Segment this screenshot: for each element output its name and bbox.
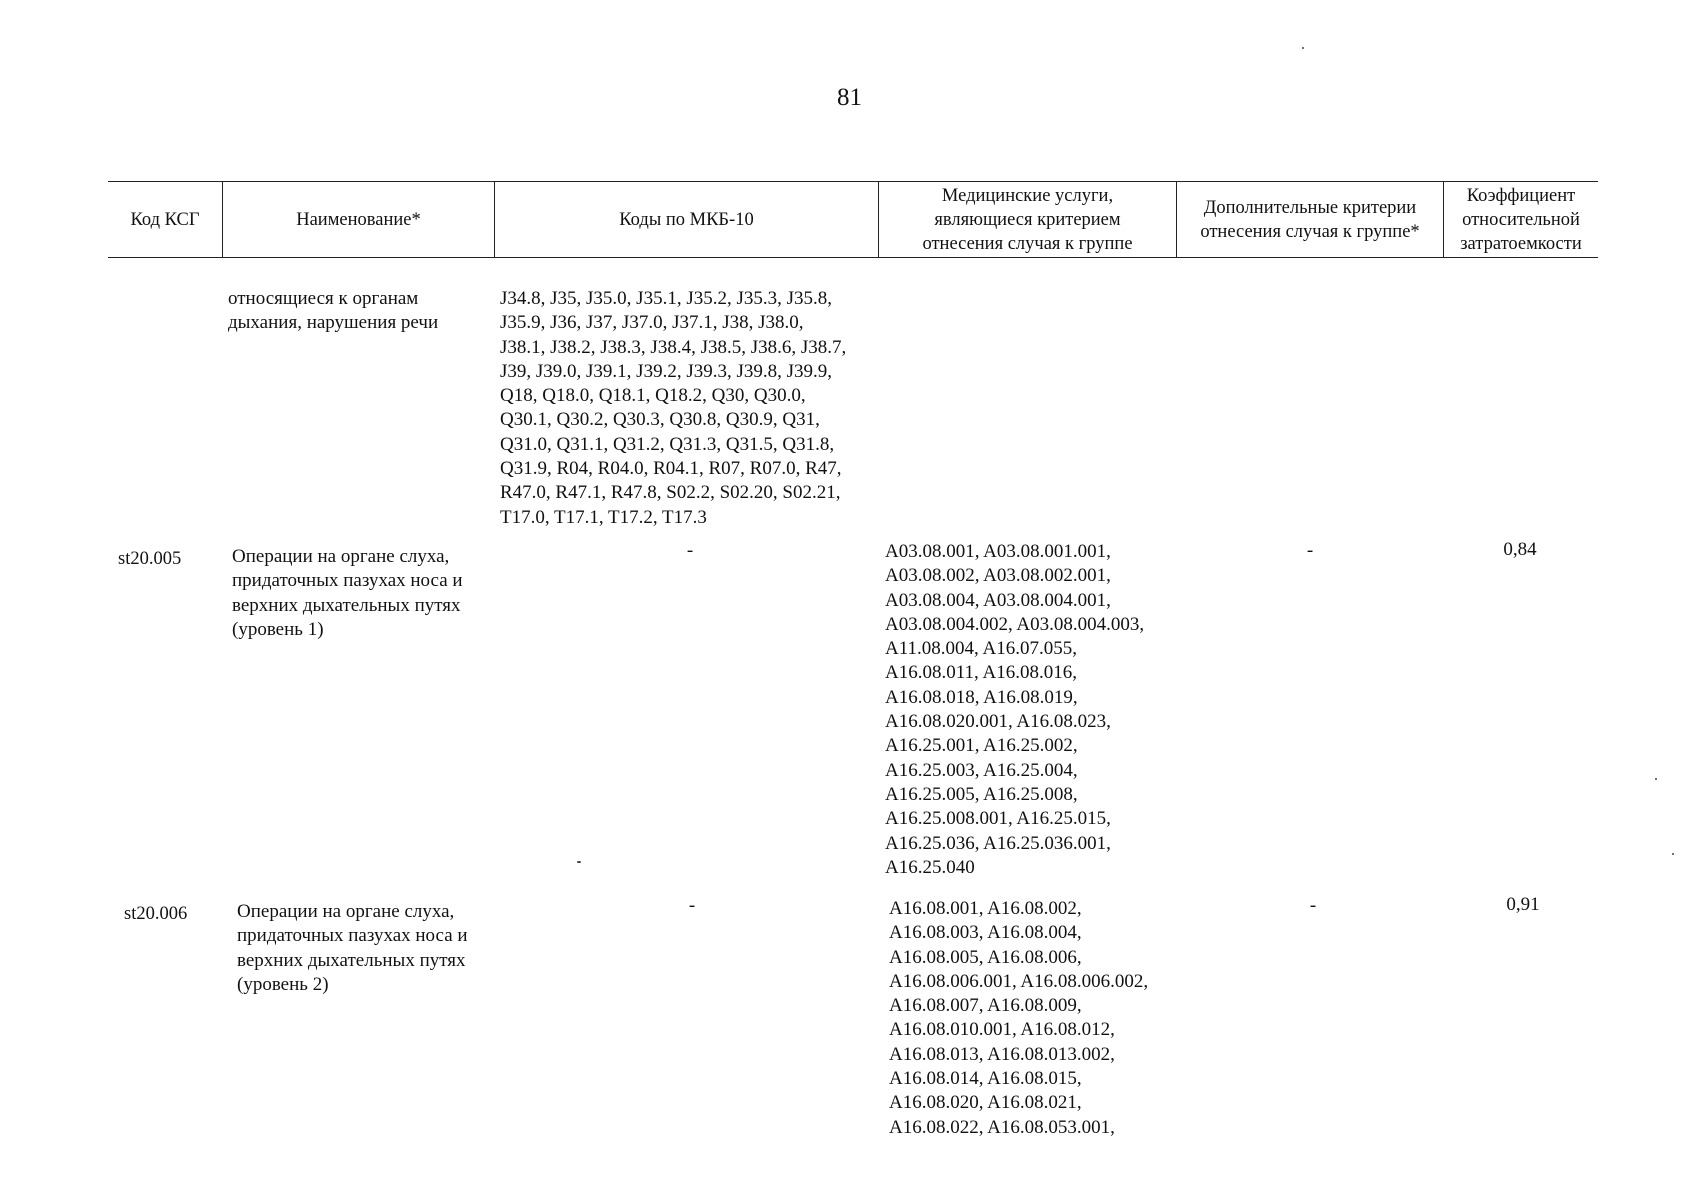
header-cell-extra-criteria: Дополнительные критерии отнесения случая к группе* [1176,182,1443,257]
scan-speck [1655,778,1657,780]
services-cell: A16.08.001, A16.08.002, A16.08.003, A16.08.004, A16.08.005, A16.08.006, A16.08.006.001, A16.08.006.002, A16.08.007, A16.08.009, A16.08.010.001, A16.08.012, A16.08.013, A16.08.013.002, A16.08.014, A16.08.015, A16.08.020, A16.08.021, A16.08.022, A16.08.053.001, [889,898,1149,1138]
icd10-cell: - [688,895,696,916]
name-cell: относящиеся к органам дыхания, нарушения речи [228,288,439,334]
services-cell: A03.08.001, A03.08.001.001, A03.08.002, A03.08.002.001, A03.08.004, A03.08.004.001, A03.08.004.002, A03.08.004.003, A11.08.004, A16.07.055, A16.08.011, A16.08.016, A16.08.018, A16.08.019, A16.08.020.001, A16.08.023, A16.25.001, A16.25.002, A16.25.003, A16.25.004, A16.25.005, A16.25.008, A16.25.008.001, A16.25.015, A16.25.036, A16.25.036.001, A16.25.040 [885,541,1145,878]
table-header [108,181,1598,258]
header-cell-coefficient: Коэффициент относительной затратоемкости [1443,182,1598,257]
scan-speck [577,861,581,863]
name-cell: Операции на органе слуха, придаточных пазухах носа и верхних дыхательных путях (уровень 1) [232,546,463,640]
header-cell-name: Наименование* [222,182,494,257]
icd10-cell: - [686,540,694,561]
coefficient-cell: 0,84 [1503,539,1537,560]
header-cell-ksg-code: Код КСГ [130,209,200,230]
extra-criteria-cell: - [1309,895,1317,916]
ksg-code-cell: st20.005 [118,549,182,569]
header-cell-icd10: Коды по МКБ-10 [494,182,878,257]
header-cell-services: Медицинские услуги, являющиеся критерием отнесения случая к группе [878,182,1176,257]
ksg-code-cell: st20.006 [124,904,188,924]
scan-speck [1672,853,1674,855]
icd10-cell: J34.8, J35, J35.0, J35.1, J35.2, J35.3, J35.8, J35.9, J36, J37, J37.0, J37.1, J38, J38.0, J38.1, J38.2, J38.3, J38.4, J38.5, J38.6, J38.7, J39, J39.0, J39.1, J39.2, J39.3, J39.8, J39.9, Q18, Q18.0, Q18.1, Q18.2, Q30, Q30.0, Q30.1, Q30.2, Q30.3, Q30.8, Q30.9, Q31, Q31.0, Q31.1, Q31.2, Q31.3, Q31.5, Q31.8, Q31.9, R04, R04.0, R04.1, R07, R07.0, R47, R47.0, R47.1, R47.8, S02.2, S02.20, S02.21, T17.0, T17.1, T17.2, T17.3 [500,288,847,528]
extra-criteria-cell: - [1306,540,1314,561]
name-cell: Операции на органе слуха, придаточных пазухах носа и верхних дыхательных путях (уровень 2) [237,901,468,995]
coefficient-cell: 0,91 [1506,894,1540,915]
scan-speck [1302,47,1304,49]
page-number: 81 [837,84,862,111]
